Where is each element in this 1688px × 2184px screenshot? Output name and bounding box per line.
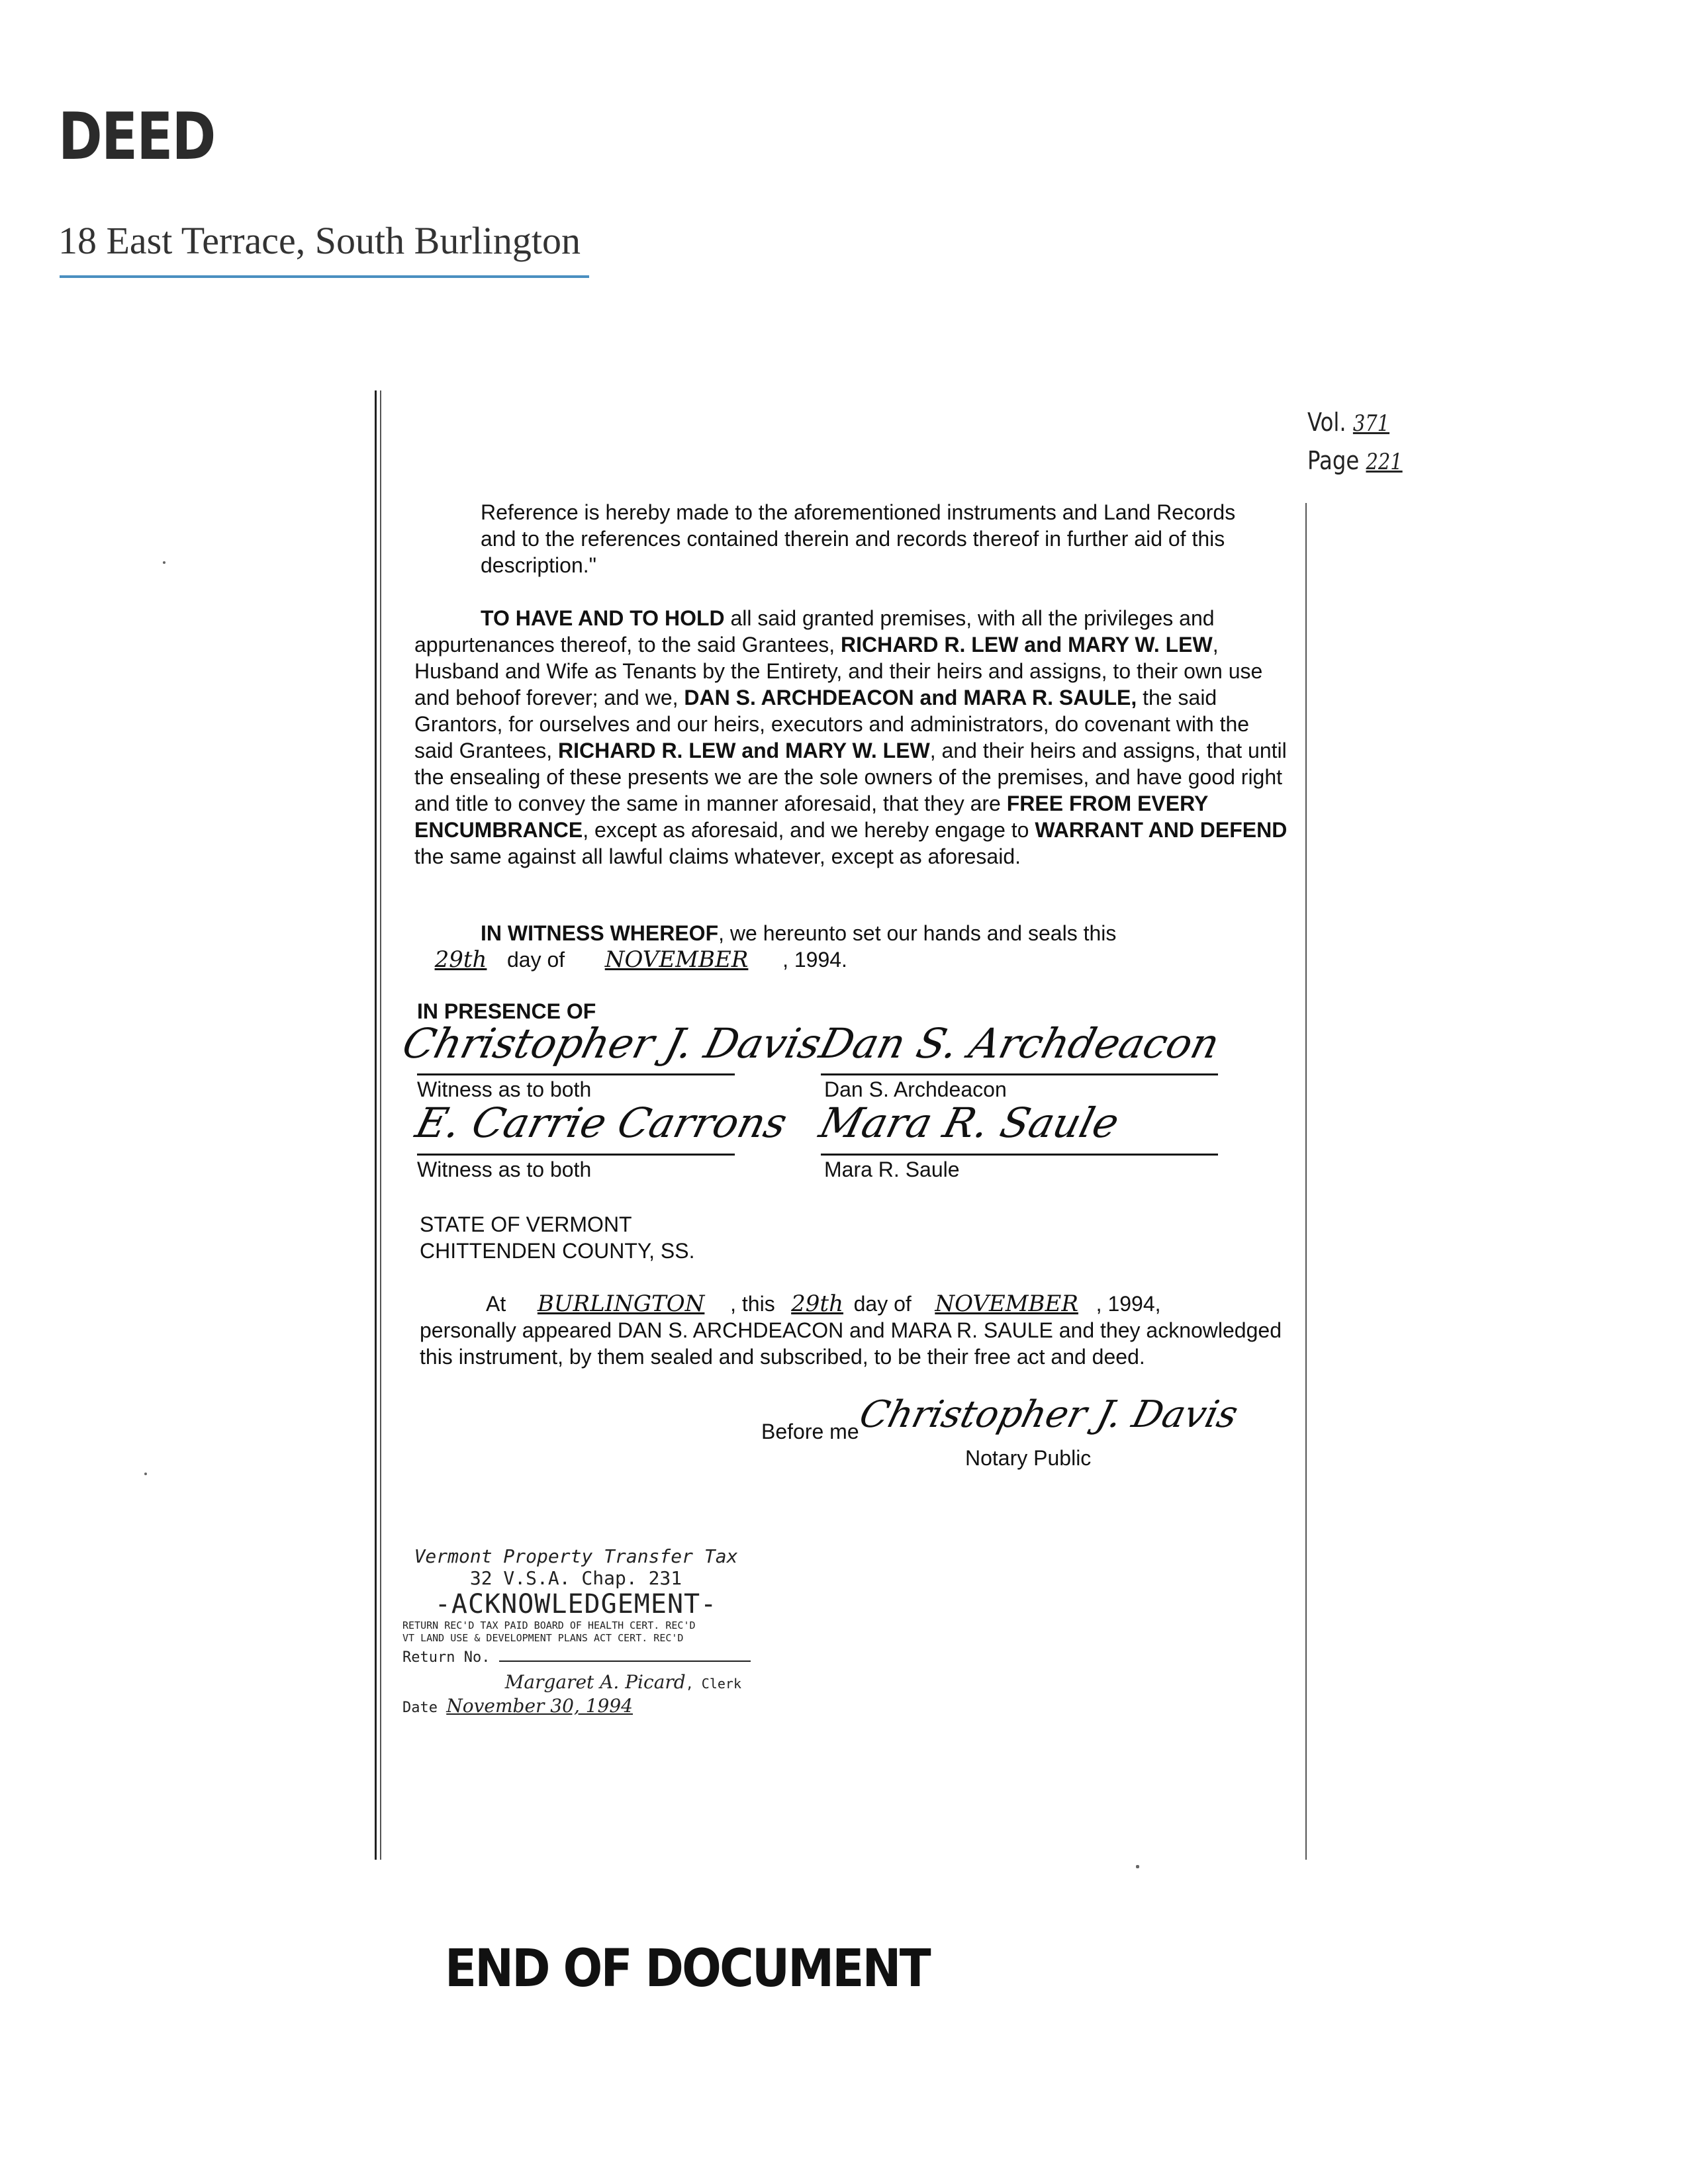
witness-text: , we hereunto set our hands and seals this bbox=[718, 921, 1117, 945]
witness2-label: Witness as to both bbox=[417, 1158, 592, 1181]
stamp-return-no bbox=[397, 1645, 755, 1671]
stamp-line5: VT LAND USE & DEVELOPMENT PLANS ACT CERT. REC'D bbox=[402, 1632, 684, 1644]
scan-speck bbox=[1136, 1865, 1139, 1868]
clerk-signature: Margaret A. Picard bbox=[504, 1671, 686, 1693]
transfer-tax-stamp bbox=[397, 1545, 755, 1721]
vol-number: 371 bbox=[1352, 410, 1390, 437]
end-of-document: END OF DOCUMENT bbox=[445, 1939, 929, 1999]
habendum-seg-10: WARRANT AND DEFEND bbox=[1035, 818, 1288, 842]
reference-paragraph: Reference is hereby made to the aforementioned instruments and Land Records and to the references contained therein and records thereof in further aid of this description." bbox=[481, 500, 1236, 577]
left-scan-border bbox=[375, 390, 377, 1860]
habendum-seg-4: DAN S. ARCHDEACON and MARA R. SAULE, bbox=[684, 686, 1137, 709]
venue-block bbox=[420, 1211, 694, 1264]
page-label: Page bbox=[1307, 446, 1360, 475]
habendum-seg-2: RICHARD R. LEW and MARY W. LEW bbox=[840, 633, 1213, 657]
habendum-seg-7: , and their heirs and assigns, that until the ensealing of these presents we are the sole owners of the premises, and have good right and title to convey the same in manner aforesaid, that they are bbox=[414, 739, 1287, 815]
witness-month: NOVEMBER bbox=[604, 946, 749, 973]
notary-public-label: Notary Public bbox=[965, 1446, 1092, 1470]
witness1-signature: Christopher J. Davis bbox=[397, 1019, 827, 1068]
stamp-clerk bbox=[397, 1671, 755, 1693]
witness-clause bbox=[414, 920, 1275, 973]
witness-lead: IN WITNESS WHEREOF bbox=[481, 921, 719, 945]
habendum-seg-11: the same against all lawful claims whatever, except as aforesaid. bbox=[414, 844, 1021, 868]
habendum-seg-1: all said granted premises, with all the privileges and appurtenances thereof, to the said Grantees, bbox=[414, 606, 1215, 657]
title-underline bbox=[60, 275, 589, 278]
grantor2-label: Mara R. Saule bbox=[824, 1158, 960, 1181]
habendum-seg-9: , except as aforesaid, and we hereby engage to bbox=[583, 818, 1035, 842]
ack-body: personally appeared DAN S. ARCHDEACON and MARA R. SAULE and they acknowledged this instrument, by them sealed and subscribed, to be their free act and deed. bbox=[420, 1318, 1282, 1369]
stamp-line1: Vermont Property Transfer Tax bbox=[414, 1545, 738, 1567]
ack-at-label: At bbox=[486, 1292, 506, 1316]
stamp-line4: RETURN REC'D TAX PAID BOARD OF HEALTH CERT. REC'D bbox=[402, 1619, 696, 1631]
witness-year: , 1994. bbox=[782, 948, 847, 972]
page-title: DEED bbox=[58, 99, 215, 175]
witness2-signature-line bbox=[417, 1154, 735, 1156]
scan-speck bbox=[163, 561, 165, 564]
witness-day-label: day of bbox=[507, 948, 565, 972]
witness1-signature-line bbox=[417, 1073, 735, 1075]
property-address: 18 East Terrace, South Burlington bbox=[58, 219, 581, 262]
grantor2-signature: Mara R. Saule bbox=[814, 1099, 1124, 1147]
stamp-date bbox=[397, 1693, 755, 1721]
state-line: STATE OF VERMONT bbox=[420, 1212, 632, 1236]
vol-label: Vol. bbox=[1307, 408, 1346, 437]
witness-day: 29th bbox=[434, 946, 487, 973]
right-scan-border bbox=[1305, 503, 1307, 1860]
ack-day-of: day of bbox=[853, 1292, 912, 1316]
grantor1-signature: Dan S. Archdeacon bbox=[814, 1019, 1225, 1068]
return-label: Return No. bbox=[402, 1649, 491, 1666]
in-presence-heading: IN PRESENCE OF bbox=[417, 999, 596, 1023]
habendum-seg-5: the said Grantors, for ourselves and our heirs, executors and administrators, do covenant with the said Grantees, bbox=[414, 686, 1250, 762]
habendum-paragraph bbox=[414, 605, 1288, 870]
left-scan-border-inner bbox=[380, 390, 381, 1860]
acknowledgement-paragraph bbox=[420, 1291, 1293, 1370]
witness2-signature: E. Carrie Carrons bbox=[410, 1099, 792, 1147]
ack-month: NOVEMBER bbox=[935, 1291, 1078, 1317]
clerk-label: , Clerk bbox=[685, 1676, 741, 1692]
volume-page-reference bbox=[1307, 404, 1403, 480]
ack-this-label: , this bbox=[730, 1292, 775, 1316]
witness1-label: Witness as to both bbox=[417, 1077, 592, 1101]
stamp-line3: -ACKNOWLEDGEMENT- bbox=[434, 1589, 718, 1619]
habendum-seg-0: TO HAVE AND TO HOLD bbox=[481, 606, 725, 630]
grantor1-signature-line bbox=[821, 1073, 1218, 1075]
before-me-label: Before me bbox=[761, 1420, 859, 1443]
page-number: 221 bbox=[1366, 449, 1403, 475]
stamp-date-value: November 30, 1994 bbox=[446, 1695, 633, 1717]
habendum-seg-8: FREE FROM EVERY ENCUMBRANCE bbox=[414, 792, 1208, 842]
grantor1-label: Dan S. Archdeacon bbox=[824, 1077, 1007, 1101]
date-label: Date bbox=[402, 1700, 438, 1716]
ack-place: BURLINGTON bbox=[537, 1291, 705, 1317]
habendum-seg-6: RICHARD R. LEW and MARY W. LEW bbox=[558, 739, 930, 762]
county-line: CHITTENDEN COUNTY, SS. bbox=[420, 1239, 695, 1263]
ack-year: , 1994, bbox=[1096, 1292, 1161, 1316]
stamp-line2: 32 V.S.A. Chap. 231 bbox=[469, 1567, 682, 1589]
ack-day: 29th bbox=[791, 1291, 843, 1317]
habendum-seg-3: , Husband and Wife as Tenants by the Entirety, and their heirs and assigns, to their own use and behoof forever; and we, bbox=[414, 633, 1263, 709]
grantor2-signature-line bbox=[821, 1154, 1218, 1156]
notary-signature: Christopher J. Davis bbox=[855, 1393, 1243, 1436]
scan-speck bbox=[144, 1473, 147, 1475]
